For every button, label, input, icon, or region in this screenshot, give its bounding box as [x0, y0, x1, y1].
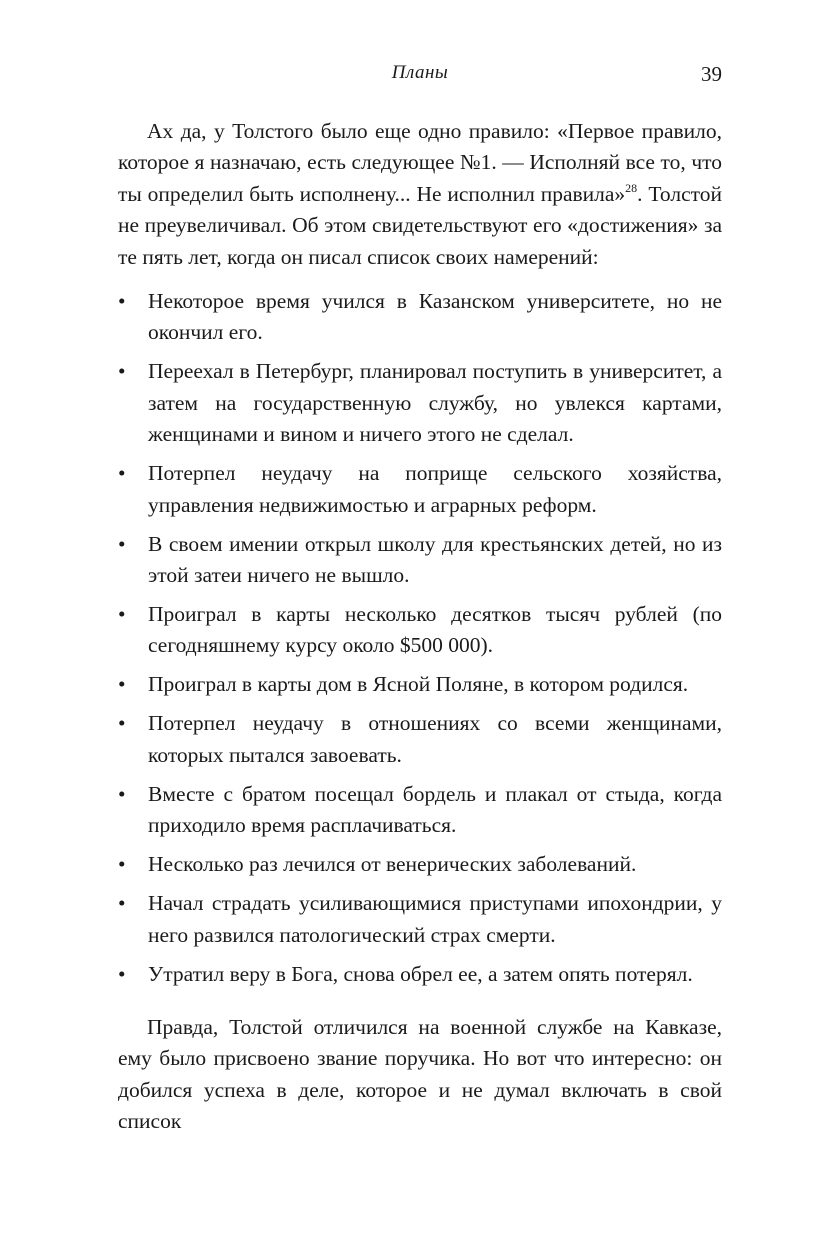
bullet-icon: •: [118, 891, 126, 916]
list-item: [118, 286, 722, 349]
list-item: [118, 779, 722, 842]
paragraph-intro: [118, 116, 722, 273]
list-item-text: Вместе с братом посещал бордель и плакал от стыда, когда приходило время расплачиваться.: [148, 781, 722, 838]
list-item: [118, 356, 722, 450]
bullet-icon: •: [118, 531, 126, 556]
paragraph-conclusion-text: Правда, Толстой отличился на военной службе на Кавказе, ему было присвоено звание поручика. Но вот что интересно: он добился успеха в деле, которое и не думал включать в свой список: [118, 1015, 722, 1134]
list-item: [118, 959, 722, 990]
list-item-text: Переехал в Петербург, планировал поступить в университет, а затем на государственную службу, но увлекся картами, женщинами и вином и ничего этого не сделал.: [148, 359, 722, 447]
running-title: Планы: [391, 62, 449, 83]
list-item-text: Потерпел неудачу в отношениях со всеми женщинами, которых пытался завоевать.: [148, 711, 722, 767]
list-item-text: Несколько раз лечился от венерических заболеваний.: [148, 852, 637, 877]
bullet-icon: •: [118, 602, 126, 627]
bullet-icon: •: [118, 852, 126, 877]
paragraph-intro-text-after: . Толстой не преувеличивал. Об этом свидетельствуют его «достижения» за те пять лет, когда он писал список своих намерений:: [118, 181, 722, 269]
bullet-icon: •: [118, 781, 126, 806]
paragraph-intro-text: Ах да, у Толстого было еще одно правило: «Первое правило, которое я назначаю, есть следующее №1. — Исполняй все то, что ты определил быть исполнену... Не исполнил правила»: [118, 119, 722, 206]
footnote-marker: 28: [625, 180, 638, 195]
list-item-text: Потерпел неудачу на поприще сельского хозяйства, управления недвижимостью и аграрных реформ.: [148, 461, 722, 517]
list-item-text: В своем имении открыл школу для крестьянских детей, но из этой затеи ничего не вышло.: [148, 531, 722, 588]
list-item: [118, 458, 722, 521]
bullet-icon: •: [118, 672, 126, 697]
bullet-icon: •: [118, 359, 126, 384]
bullet-icon: •: [118, 289, 126, 313]
running-head: [118, 62, 722, 88]
list-item-text: Проиграл в карты несколько десятков тысяч рублей (по сегодняшнему курсу около $500 000).: [148, 602, 722, 658]
list-item: [118, 849, 722, 880]
bullet-icon: •: [118, 711, 126, 736]
list-item: [118, 708, 722, 771]
list-item-text: Некоторое время учился в Казанском университете, но не окончил его.: [148, 289, 722, 345]
bullet-icon: •: [118, 961, 126, 986]
list-item: [118, 669, 722, 700]
achievements-list: [118, 286, 722, 998]
list-item-text: Начал страдать усиливающимися приступами ипохондрии, у него развился патологический страх смерти.: [148, 891, 722, 947]
list-item: [118, 888, 722, 951]
page-number: 39: [701, 62, 722, 86]
list-item-text: Утратил веру в Бога, снова обрел ее, а затем опять потерял.: [148, 961, 693, 986]
list-item: [118, 529, 722, 592]
list-item-text: Проиграл в карты дом в Ясной Поляне, в котором родился.: [148, 672, 689, 697]
list-item: [118, 599, 722, 662]
paragraph-conclusion: [118, 1012, 722, 1138]
bullet-icon: •: [118, 461, 126, 486]
